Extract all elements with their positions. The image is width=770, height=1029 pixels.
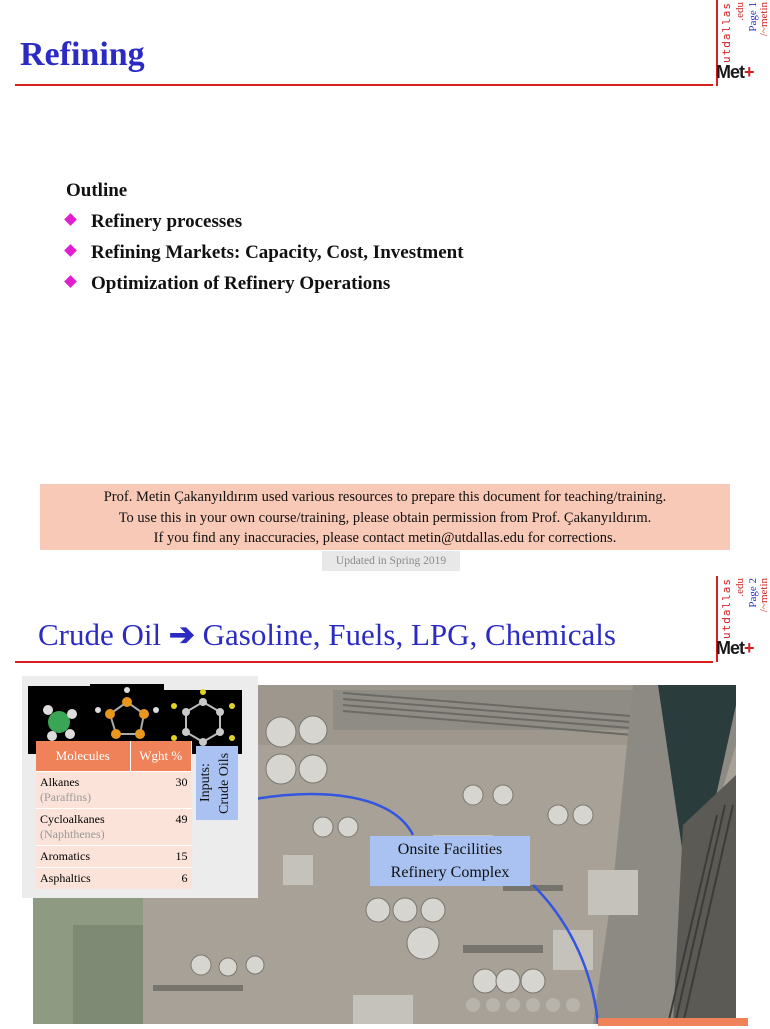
badge-user: /~metin [758, 2, 770, 37]
badge-page: Page 1 [747, 2, 759, 32]
molecule-name: Alkanes [40, 775, 80, 789]
table-row [36, 809, 192, 846]
slide1-title-rule [15, 84, 713, 86]
slide1-title: Refining [20, 36, 145, 73]
molecule-composition-table [36, 741, 192, 889]
updated-label: Updated in Spring 2019 [322, 551, 460, 571]
met-logo [716, 638, 754, 659]
slide2-page-badge [716, 576, 768, 662]
bullet-item [66, 273, 390, 295]
bullet-item [66, 211, 242, 233]
callout-line: Onsite Facilities [397, 841, 503, 858]
table-row [36, 868, 192, 890]
diamond-bullet-icon [64, 244, 77, 257]
title-left: Crude Oil [38, 617, 162, 652]
logo-plus: + [744, 638, 754, 658]
slide1-page-badge [716, 0, 768, 86]
molecule-subname: (Paraffins) [40, 790, 92, 804]
molecule-name: Aromatics [40, 849, 90, 863]
right-arrow-icon: ➔ [168, 617, 195, 652]
outline-heading: Outline [66, 180, 128, 201]
molecule-name: Cycloalkanes [40, 812, 105, 826]
diamond-bullet-icon [64, 213, 77, 226]
molecule-name-cell [36, 809, 130, 846]
bullet-text: Refinery processes [91, 211, 243, 232]
molecule-name-cell [36, 868, 130, 890]
logo-text: Met [716, 62, 744, 82]
badge-domain: .edu [734, 578, 746, 597]
weight-value: 6 [130, 868, 192, 890]
badge-site: utdallas [720, 578, 733, 639]
notice-line: Prof. Metin Çakanyıldırım used various resources to prepare this document for teaching/training. [103, 489, 667, 505]
molecule-name-cell [36, 846, 130, 868]
molecule-name: Asphaltics [40, 871, 91, 885]
copyright-notice [40, 484, 730, 550]
badge-page: Page 2 [747, 578, 759, 608]
notice-line: To use this in your own course/training, please obtain permission from Prof. Çakanyıldırım. [118, 509, 652, 526]
badge-domain: .edu [734, 2, 746, 21]
weight-value: 49 [130, 809, 192, 846]
table-row [36, 846, 192, 868]
output-callout-edge [598, 1018, 748, 1026]
onsite-facilities-callout [370, 836, 530, 886]
molecule-subname: (Naphthenes) [40, 827, 105, 841]
met-logo [716, 62, 754, 83]
notice-line: If you find any inaccuracies, please contact metin@utdallas.edu for corrections. [153, 530, 617, 546]
molecule-name-cell [36, 772, 130, 809]
callout-line: Inputs: [198, 763, 213, 803]
bullet-text: Refining Markets: Capacity, Cost, Investment [91, 242, 464, 263]
column-header: Molecules [36, 741, 130, 772]
inputs-crude-oils-callout [196, 746, 238, 820]
bullet-text: Optimization of Refinery Operations [91, 273, 391, 294]
callout-line: Crude Oils [217, 752, 232, 814]
bullet-item [66, 242, 464, 264]
callout-line: Refinery Complex [390, 864, 510, 881]
weight-value: 15 [130, 846, 192, 868]
logo-text: Met [716, 638, 744, 658]
table-row [36, 772, 192, 809]
diamond-bullet-icon [64, 275, 77, 288]
badge-user: /~metin [758, 578, 770, 613]
badge-site: utdallas [720, 2, 733, 63]
slide2-title [38, 617, 616, 653]
slide2-title-rule [15, 661, 713, 663]
table-header-row [36, 741, 192, 772]
title-right: Gasoline, Fuels, LPG, Chemicals [202, 617, 616, 652]
weight-value: 30 [130, 772, 192, 809]
logo-plus: + [744, 62, 754, 82]
column-header: Wght % [130, 741, 192, 772]
